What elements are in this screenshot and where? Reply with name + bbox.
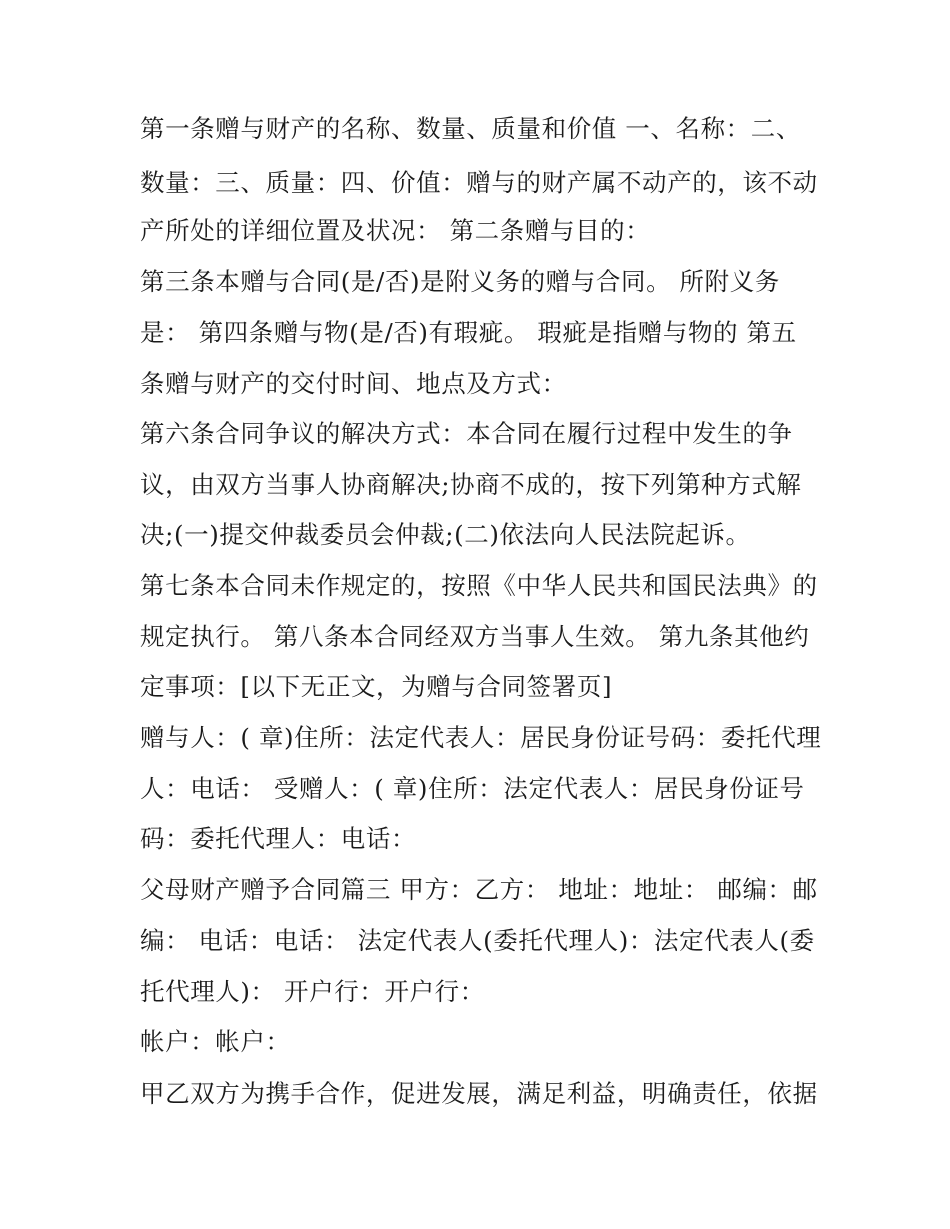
text-line: 是： 第四条赠与物(是/否)有瑕疵。 瑕疵是指赠与物的 第五	[140, 318, 797, 347]
text-line: 甲乙双方为携手合作，促进发展，满足利益，明确责任，依据	[140, 1079, 818, 1108]
text-line: 定事项：[以下无正文，为赠与合同签署页]	[140, 672, 613, 701]
text-line: 第七条本合同未作规定的，按照《中华人民共和国民法典》的	[140, 571, 818, 600]
text-line: 第三条本赠与合同(是/否)是附义务的赠与合同。 所附义务	[140, 267, 780, 296]
text-line: 赠与人：( 章)住所：法定代表人：居民身份证号码：委托代理	[140, 723, 822, 752]
text-line: 数量：三、质量：四、价值：赠与的财产属不动产的，该不动	[140, 168, 818, 197]
text-line: 托代理人)： 开户行：开户行：	[140, 977, 485, 1006]
text-line: 编： 电话：电话： 法定代表人(委托代理人)：法定代表人(委	[140, 926, 815, 955]
text-line: 规定执行。 第八条本合同经双方当事人生效。 第九条其他约	[140, 622, 810, 651]
text-line: 人：电话： 受赠人：( 章)住所：法定代表人：居民身份证号	[140, 774, 805, 803]
text-line: 决;(一)提交仲裁委员会仲裁;(二)依法向人民法院起诉。	[140, 520, 751, 549]
text-line: 产所处的详细位置及状况： 第二条赠与目的：	[140, 216, 651, 245]
text-line: 第六条合同争议的解决方式：本合同在履行过程中发生的争	[140, 419, 793, 448]
text-line: 第一条赠与财产的名称、数量、质量和价值 一、名称：二、	[140, 114, 801, 143]
text-line: 条赠与财产的交付时间、地点及方式：	[140, 369, 567, 398]
text-line: 帐户：帐户：	[140, 1027, 291, 1056]
text-line: 码：委托代理人：电话：	[140, 824, 417, 853]
text-line: 父母财产赠予合同篇三 甲方：乙方： 地址：地址： 邮编：邮	[140, 875, 818, 904]
text-line: 议，由双方当事人协商解决;协商不成的，按下列第种方式解	[140, 470, 802, 499]
